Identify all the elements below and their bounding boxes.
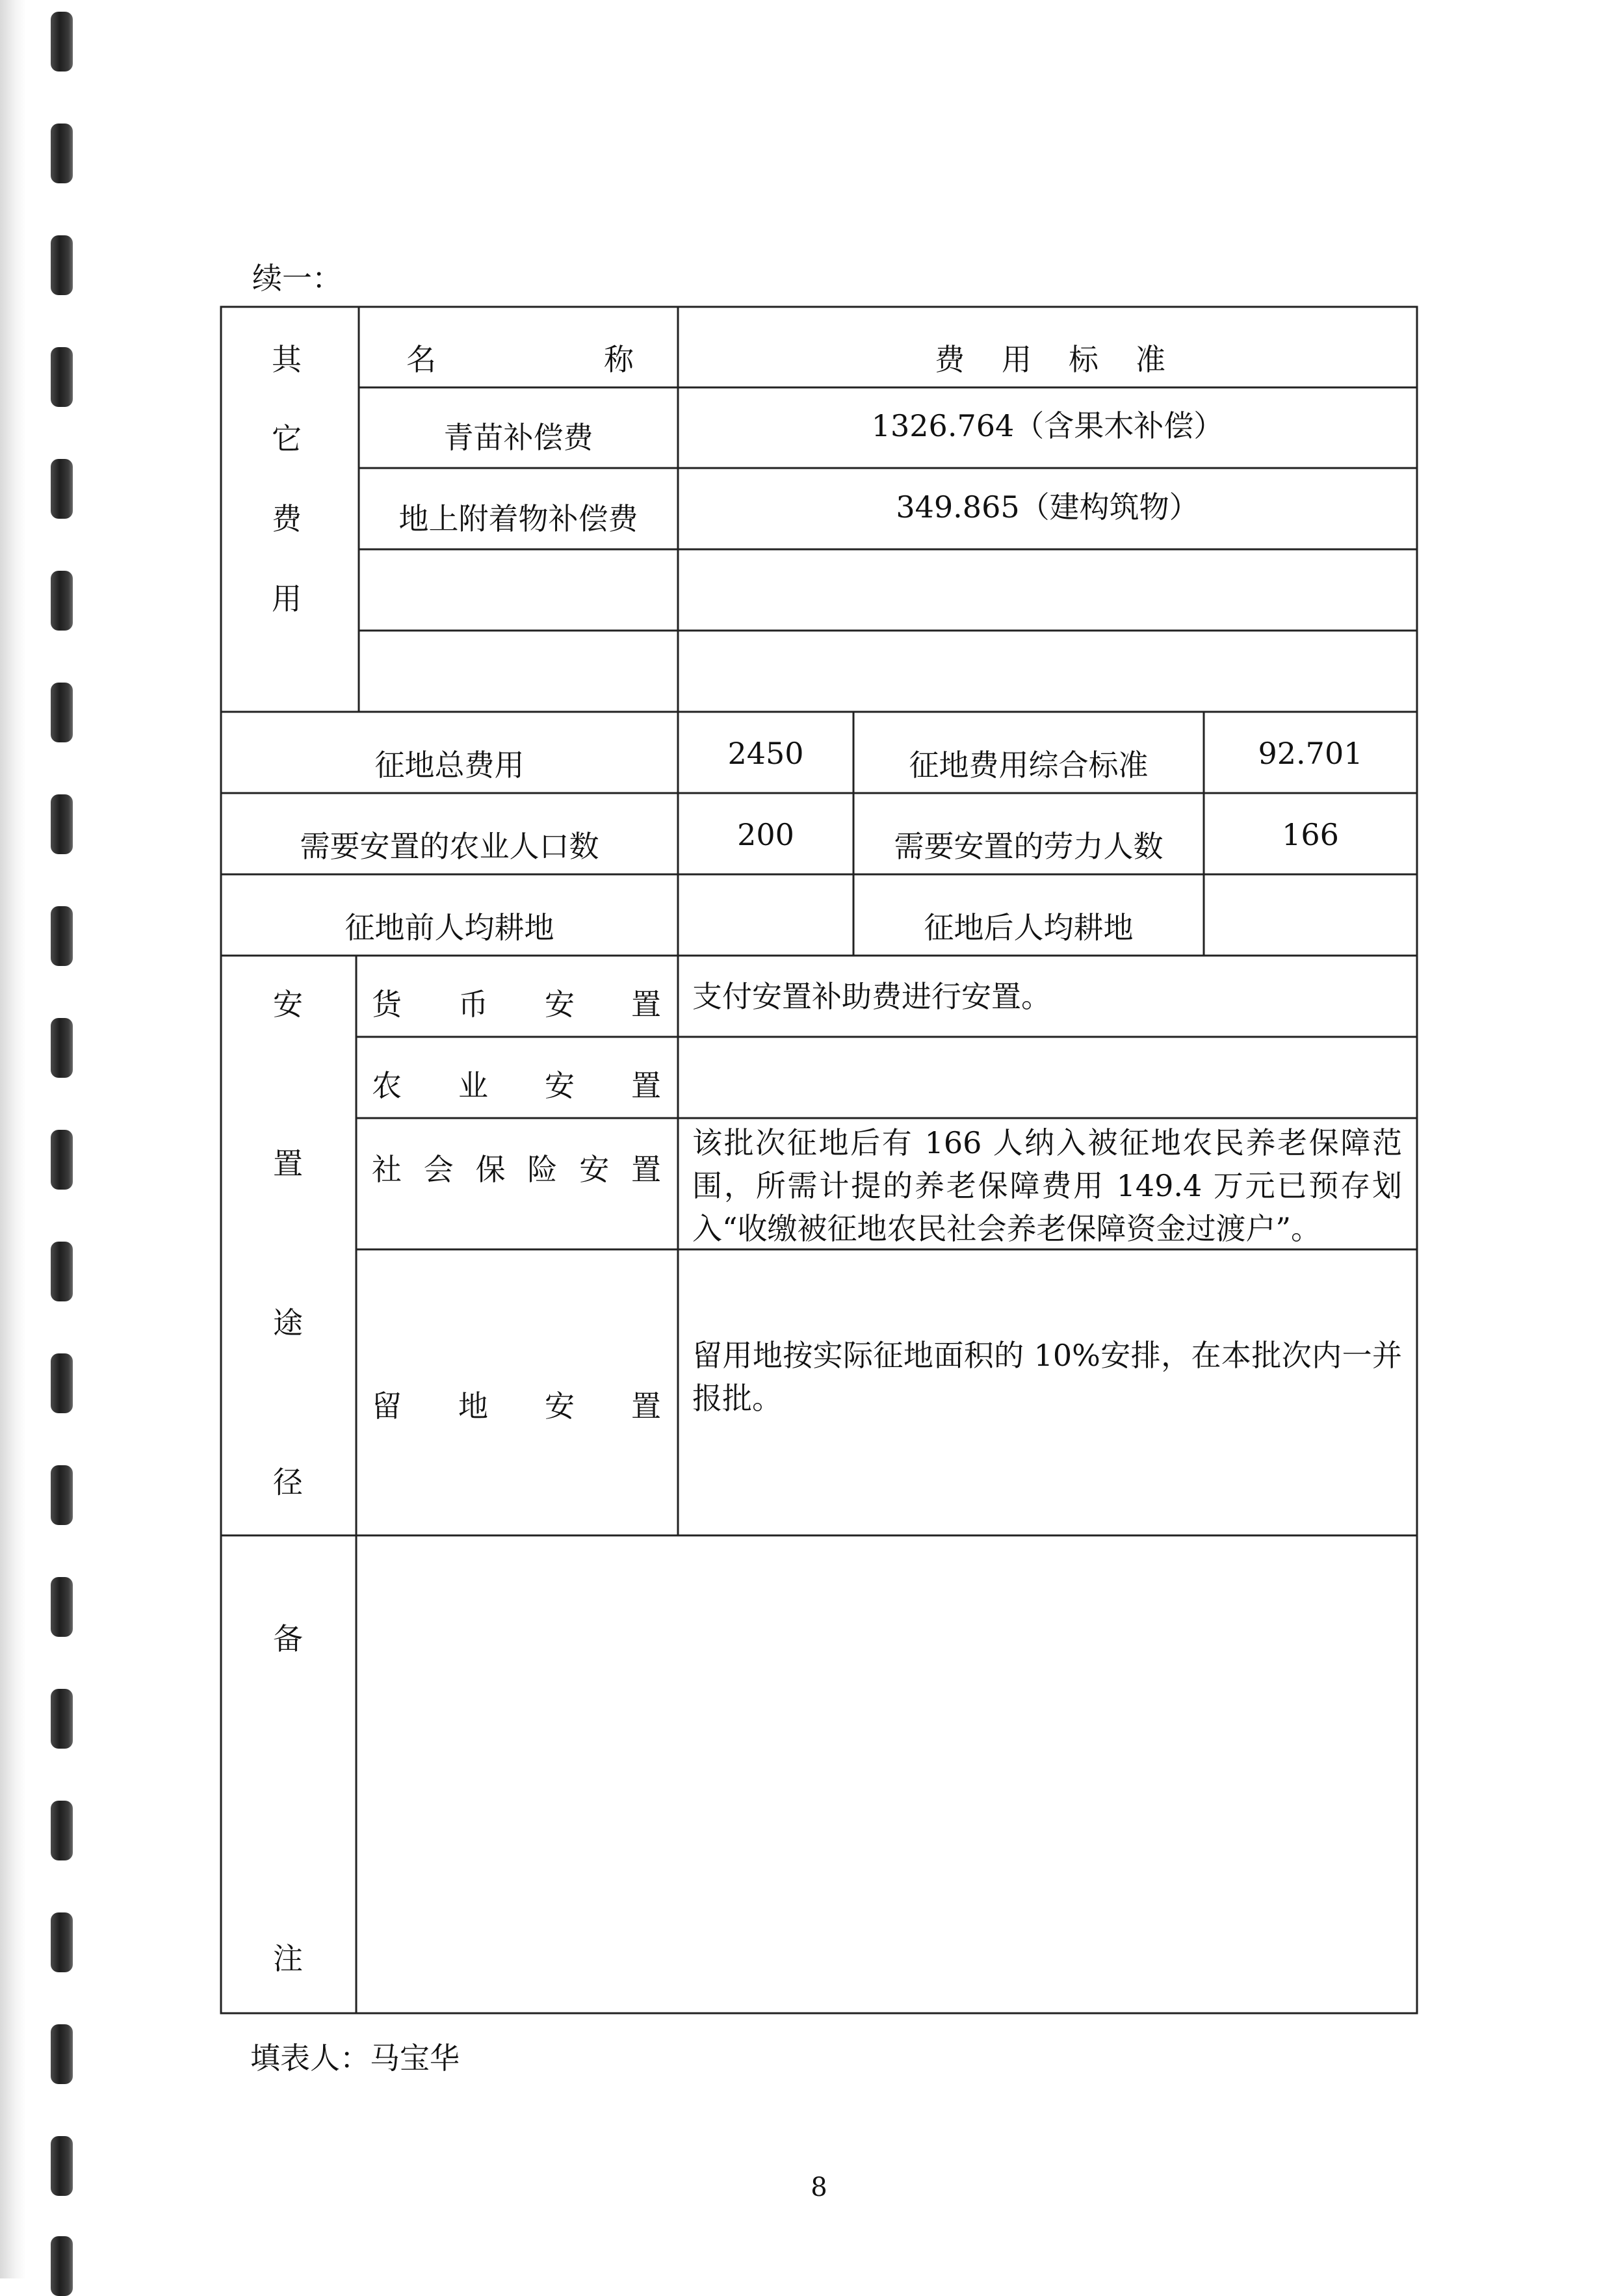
page-number: 8 xyxy=(811,2172,827,2202)
remarks-char: 备 xyxy=(273,1621,303,1656)
continued-label: 续一： xyxy=(252,261,342,296)
other-fees-char: 其 xyxy=(272,342,302,377)
labor-label: 需要安置的劳力人数 xyxy=(894,829,1164,864)
resettlement-char: 途 xyxy=(273,1305,303,1340)
total-cost-label: 征地总费用 xyxy=(374,748,525,783)
header-standard: 费 用 标 准 xyxy=(935,342,1165,377)
resettle-label-insurance: 社会保险安置 xyxy=(372,1152,661,1187)
agri-pop-value: 200 xyxy=(737,817,794,852)
resettle-content-reserved-land: 留用地按实际征地面积的 10%安排，在本批次内一并报批。 xyxy=(692,1338,1402,1416)
resettle-label-money: 货币安置 xyxy=(372,987,661,1022)
fee-row-value: 349.865（建构筑物） xyxy=(896,489,1199,525)
resettle-content-money: 支付安置补助费进行安置。 xyxy=(692,979,1051,1014)
resettlement-char: 径 xyxy=(273,1465,303,1500)
resettle-label-agriculture: 农业安置 xyxy=(372,1068,661,1103)
standard-label: 征地费用综合标准 xyxy=(909,748,1149,783)
fee-row-name: 地上附着物补偿费 xyxy=(398,501,638,536)
other-fees-char: 费 xyxy=(272,501,302,536)
other-fees-char: 用 xyxy=(272,581,302,616)
resettlement-char: 置 xyxy=(273,1146,303,1181)
before-label: 征地前人均耕地 xyxy=(344,910,554,945)
fee-row-value: 1326.764（含果木补偿） xyxy=(871,408,1224,443)
after-label: 征地后人均耕地 xyxy=(924,910,1134,945)
standard-value: 92.701 xyxy=(1258,736,1363,771)
fee-row-name: 青苗补偿费 xyxy=(443,420,593,455)
filler-label: 填表人：马宝华 xyxy=(250,2041,460,2076)
resettle-label-reserved-land: 留地安置 xyxy=(372,1389,661,1424)
resettlement-char: 安 xyxy=(273,987,303,1022)
resettle-content-insurance: 该批次征地后有 166 人纳入被征地农民养老保障范围，所需计提的养老保障费用 149.4 万元已预存划入“收缴被征地农民社会养老保障资金过渡户”。 xyxy=(692,1125,1402,1246)
header-name: 名 称 xyxy=(406,342,634,377)
other-fees-char: 它 xyxy=(272,421,302,456)
remarks-char: 注 xyxy=(273,1941,303,1976)
total-cost-value: 2450 xyxy=(727,736,804,771)
labor-value: 166 xyxy=(1282,817,1339,852)
agri-pop-label: 需要安置的农业人口数 xyxy=(300,829,599,864)
